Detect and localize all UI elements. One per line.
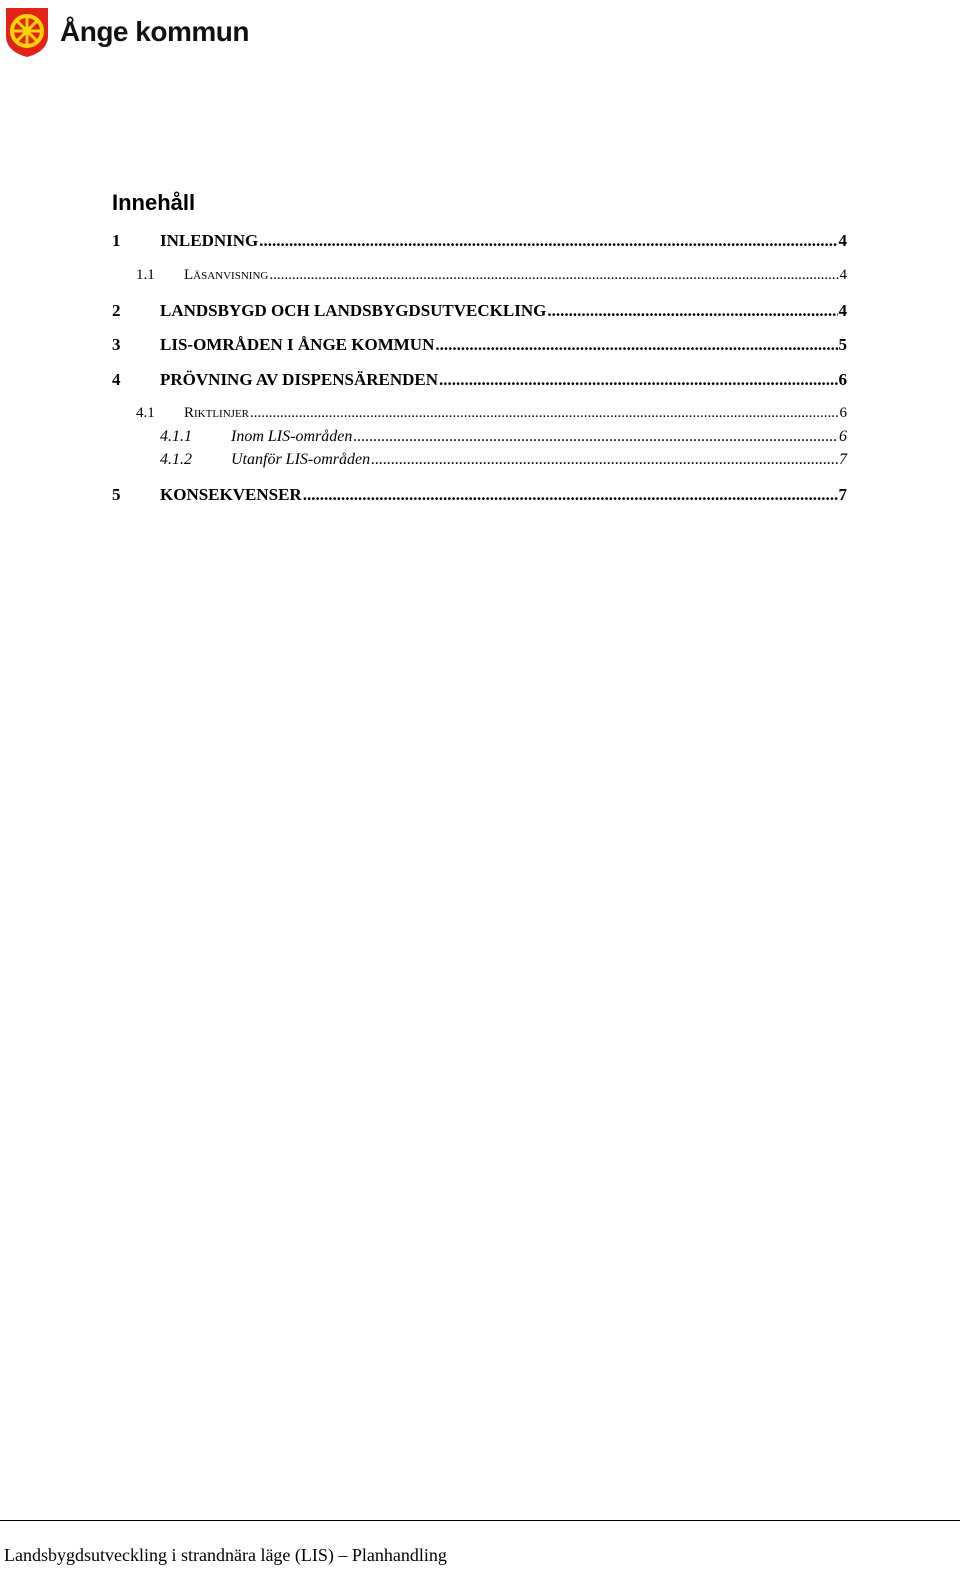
toc-entry[interactable] (112, 231, 847, 251)
coat-of-arms-icon (4, 6, 50, 58)
toc-entry[interactable] (112, 301, 847, 321)
toc-entry[interactable] (112, 485, 847, 505)
toc-entry-title: Utanför LIS-områden (231, 451, 371, 468)
toc-entry-number: 4.1 (136, 405, 155, 421)
toc-entry-title: Riktlinjer (184, 405, 249, 421)
toc-entry-page: 7 (839, 451, 847, 468)
toc-title: Innehåll (112, 190, 196, 215)
toc-entry-number: 4.1.1 (160, 428, 192, 445)
toc-entry-page: 5 (838, 335, 847, 354)
toc-entry-title: Läsanvisning (184, 267, 269, 283)
toc-leader-dots (303, 485, 838, 505)
toc-leader-dots (547, 301, 837, 321)
toc-leader-dots (259, 231, 837, 251)
toc-leader-dots (269, 267, 838, 284)
toc-entry[interactable] (136, 405, 847, 422)
toc-entry[interactable] (160, 428, 847, 446)
toc-entry-number: 3 (112, 335, 121, 354)
toc-entry-title: LANDSBYGD OCH LANDSBYGDSUTVECKLING (160, 301, 547, 320)
toc-entry-title: PRÖVNING AV DISPENSÄRENDEN (160, 370, 439, 389)
toc-entry-number: 4 (112, 370, 121, 389)
toc-entry-title: Inom LIS-områden (231, 428, 353, 445)
toc-entry-page: 6 (839, 405, 847, 421)
toc-entry-page: 4 (838, 231, 847, 250)
toc-entry[interactable] (112, 370, 847, 390)
toc-entry[interactable] (160, 451, 847, 469)
toc-leader-dots (250, 405, 839, 422)
toc-entry-page: 4 (838, 301, 847, 320)
toc-entry-page: 7 (838, 485, 847, 504)
toc-entry-number: 5 (112, 485, 121, 504)
toc-entry-title: INLEDNING (160, 231, 259, 250)
toc-entry-number: 1.1 (136, 267, 155, 283)
toc-leader-dots (435, 335, 837, 355)
toc-entry-number: 2 (112, 301, 121, 320)
footer-text: Landsbygdsutveckling i strandnära läge (LIS) – Planhandling (4, 1545, 447, 1565)
toc-leader-dots (371, 451, 838, 469)
footer-divider (0, 1520, 960, 1521)
toc-entry-number: 4.1.2 (160, 451, 192, 468)
toc-entry-page: 4 (839, 267, 847, 283)
toc-entry-number: 1 (112, 231, 121, 250)
logo-wordmark: Ånge kommun (60, 16, 249, 47)
toc-entry[interactable] (136, 267, 847, 284)
toc-entry-page: 6 (838, 370, 847, 389)
toc-entry-title: LIS-OMRÅDEN I ÅNGE KOMMUN (160, 335, 435, 354)
toc-entry-page: 6 (839, 428, 847, 445)
municipality-logo (4, 5, 249, 59)
toc-entry[interactable] (112, 335, 847, 355)
toc-leader-dots (439, 370, 837, 390)
toc-entry-title: KONSEKVENSER (160, 485, 302, 504)
toc-leader-dots (353, 428, 838, 446)
